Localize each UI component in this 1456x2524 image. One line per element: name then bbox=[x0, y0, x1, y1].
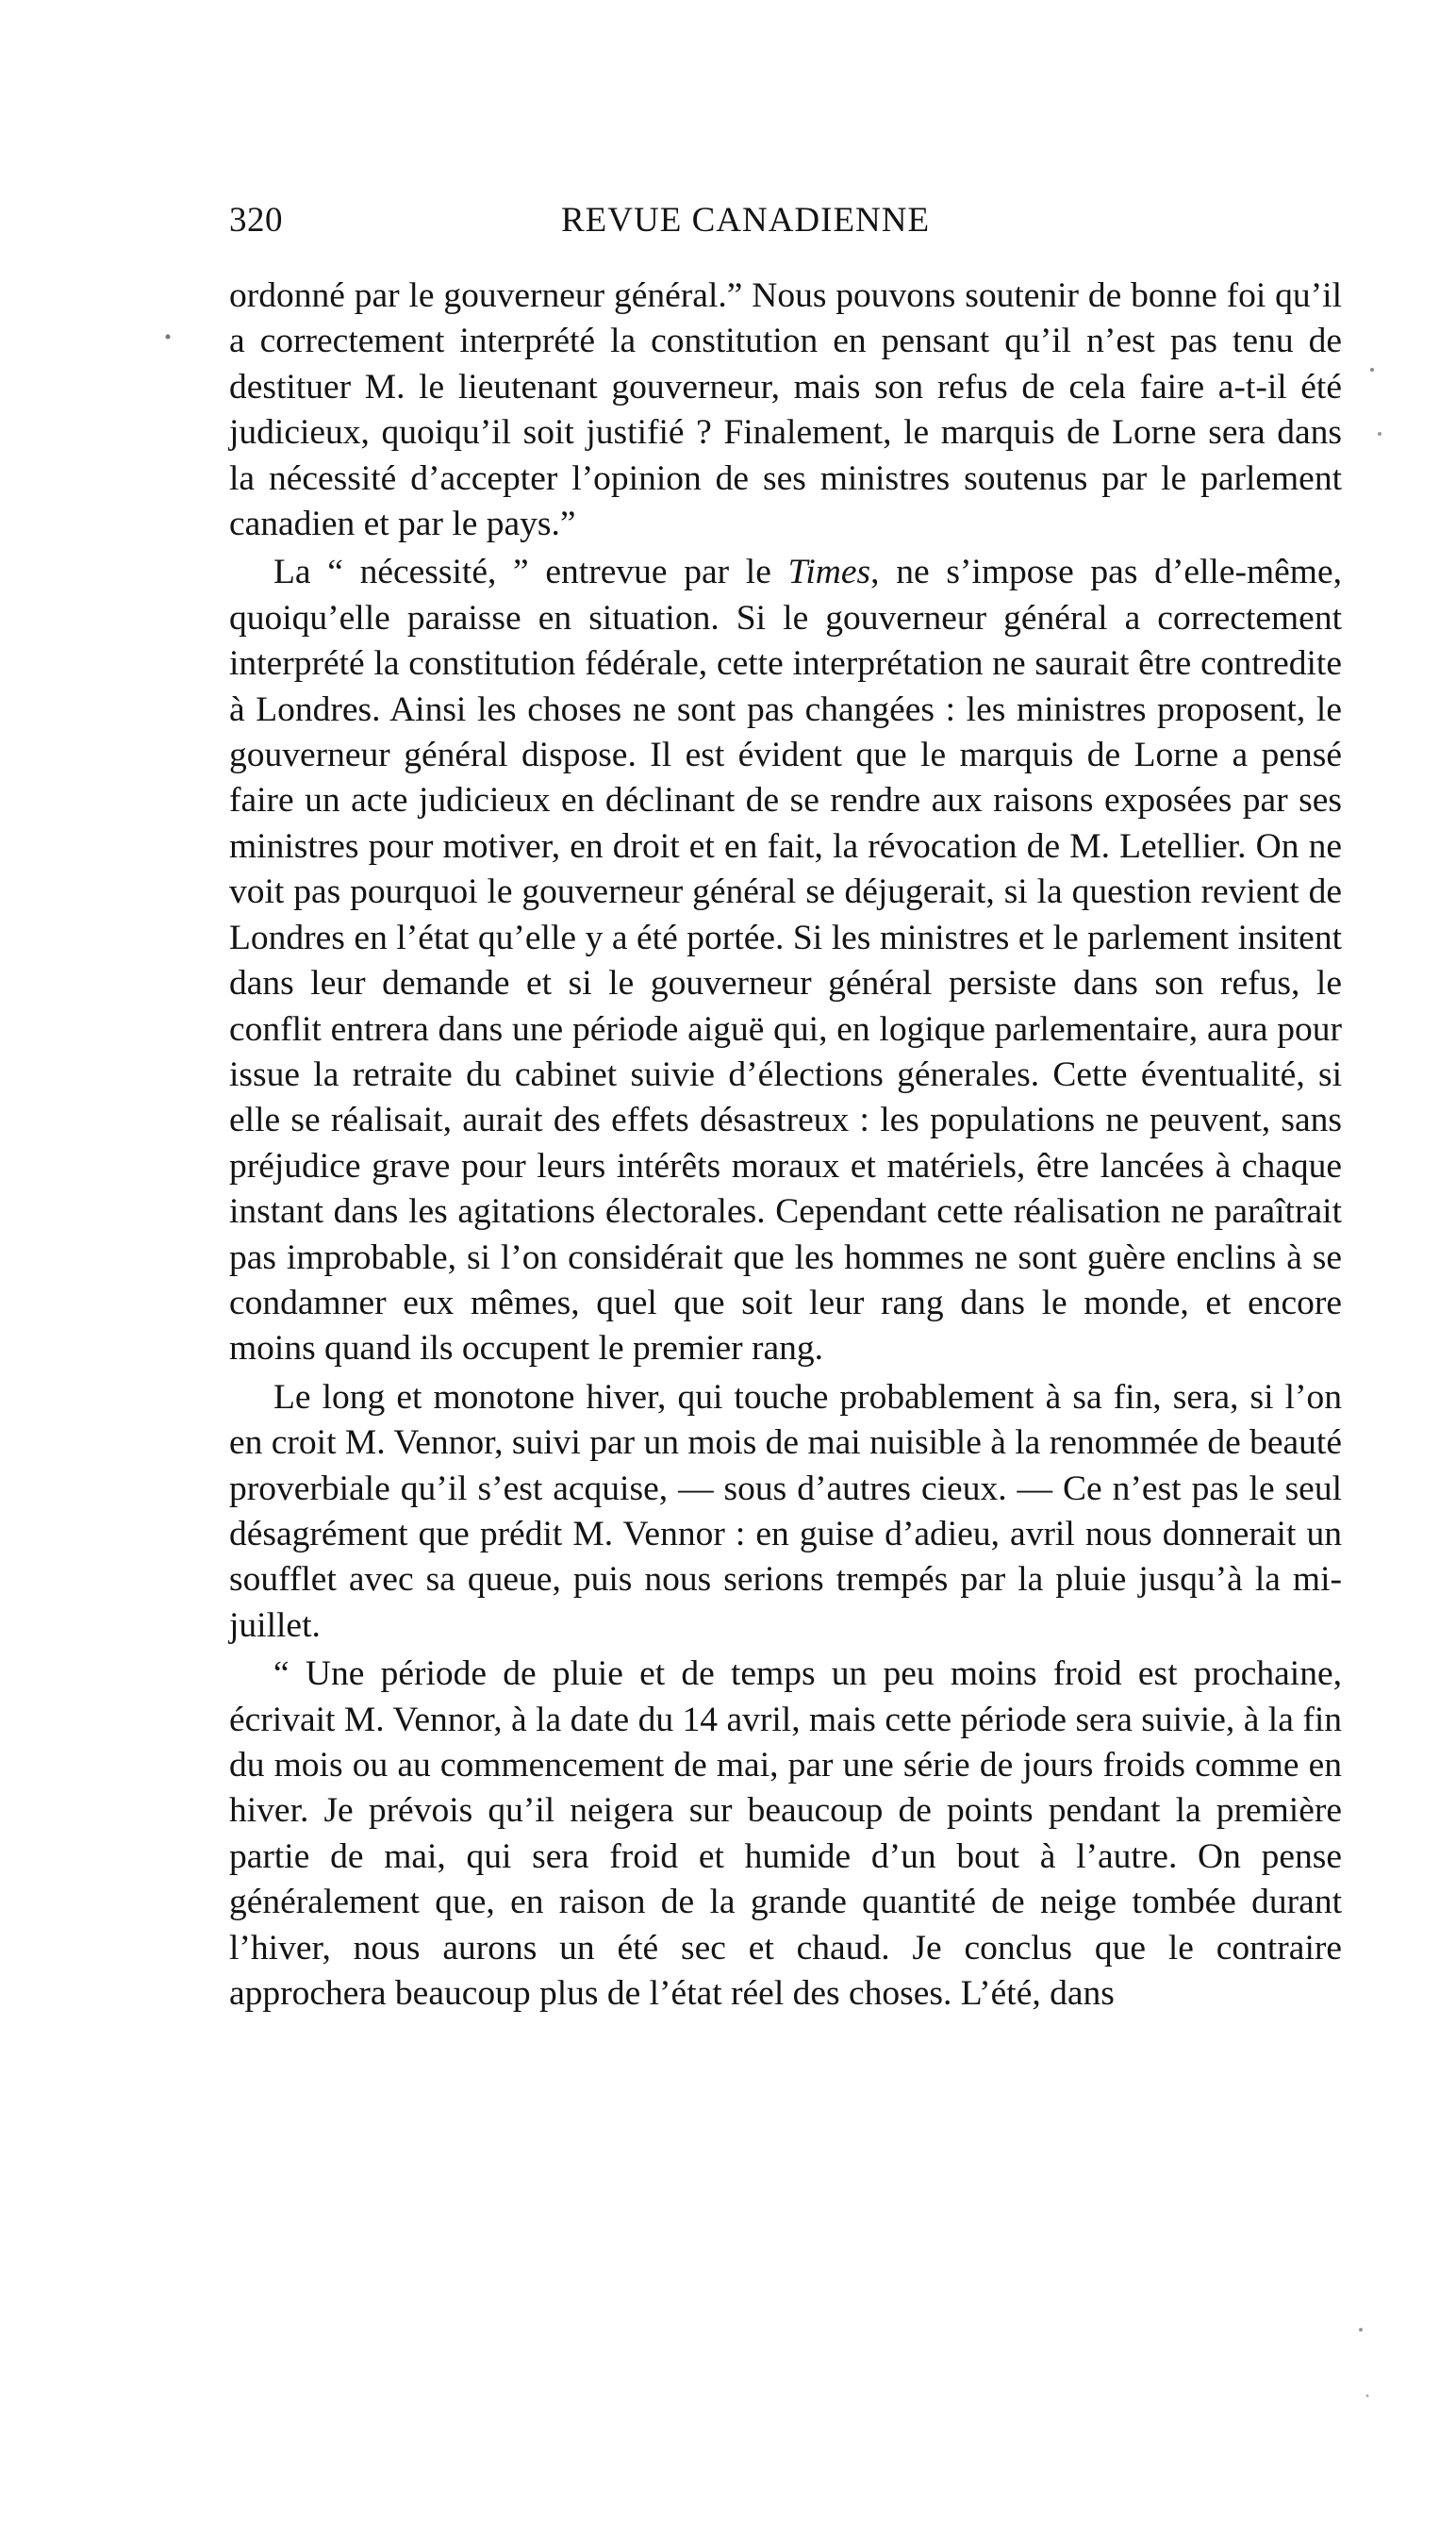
speck bbox=[1378, 432, 1382, 436]
speck bbox=[166, 335, 171, 340]
speck bbox=[1366, 2395, 1369, 2398]
page-header bbox=[229, 200, 1361, 257]
speck bbox=[1359, 2328, 1363, 2332]
page-number: 320 bbox=[229, 201, 283, 240]
paragraph-vennor-quote: “ Une période de pluie et de temps un peu moins froid est prochaine, écrivait M. Vennor, à la date du 14 avril, mais cette période sera suivie, à la fin du mois ou au commencement de mai, par une série de jours froids comme en hiver. Je prévois qu’il neigera sur beaucoup de points pendant la première partie de mai, qui sera froid et humide d’un bout à l’autre. On pense généralement que, en raison de la grande quantité de neige tombée durant l’hiver, nous aurons un été sec et chaud. Je conclus que le contraire approchera beaucoup plus de l’état réel des choses. L’été, dans bbox=[229, 1654, 1342, 2014]
paragraph-continuation: ordonné par le gouverneur général.” Nous pouvons soutenir de bonne foi qu’il a correctement interprété la constitution en pensant qu’il n’est pas tenu de destituer M. le lieutenant gouverneur, mais son refus de cela faire a-t-il été judicieux, quoiqu’il soit justifié ? Finalement, le marquis de Lorne sera dans la nécessité d’accepter l’opinion de ses ministres soutenus par le parlement canadien et par le pays.” bbox=[229, 276, 1342, 544]
paragraph-vennor-winter: Le long et monotone hiver, qui touche probablement à sa fin, sera, si l’on en croit M. Vennor, suivi par un mois de mai nuisible à la renommée de beauté proverbiale qu’il s’est acquise, — sous d’autres cieux. — Ce n’est pas le seul désagrément que prédit M. Vennor : en guise d’adieu, avril nous donnerait un soufflet avec sa queue, puis nous serions trempés par la pluie jusqu’à la mi-juillet. bbox=[229, 1377, 1342, 1645]
body-text bbox=[229, 274, 1342, 2017]
newspaper-title: Times bbox=[787, 553, 871, 592]
speck bbox=[1370, 368, 1374, 372]
paragraph-times-commentary: La “ nécessité, ” entrevue par le Times, ne s’impose pas d’elle-même, quoiqu’elle paraisse en situation. Si le gouverneur général a correctement interprété la constitution fédérale, cette interprétation ne saurait être contredite à Londres. Ainsi les choses ne sont pas changées : les ministres proposent, le gouverneur général dispose. Il est évident que le marquis de Lorne a pensé faire un acte judicieux en déclinant de se rendre aux raisons exposées par ses ministres pour motiver, en droit et en fait, la révocation de M. Letellier. On ne voit pas pourquoi le gouverneur général se déjugerait, si la question revient de Londres en l’état qu’elle y a été portée. Si les ministres et le parlement insitent dans leur demande et si le gouverneur général persiste dans son refus, le conflit entrera dans une période aiguë qui, en logique parlementaire, aura pour issue la retraite du cabinet suivie d’élections génerales. Cette éventualité, si elle se réalisait, aurait des effets désastreux : les populations ne peuvent, sans préjudice grave pour leurs intérêts moraux et matériels, être lancées à chaque instant dans les agitations électorales. Cependant cette réalisation ne paraîtrait pas improbable, si l’on considérait que les hommes ne sont guère enclins à se condamner eux mêmes, quel que soit leur rang dans le monde, et encore moins quand ils occupent le premier rang. bbox=[229, 553, 1342, 1369]
running-title: REVUE CANADIENNE bbox=[561, 201, 931, 240]
